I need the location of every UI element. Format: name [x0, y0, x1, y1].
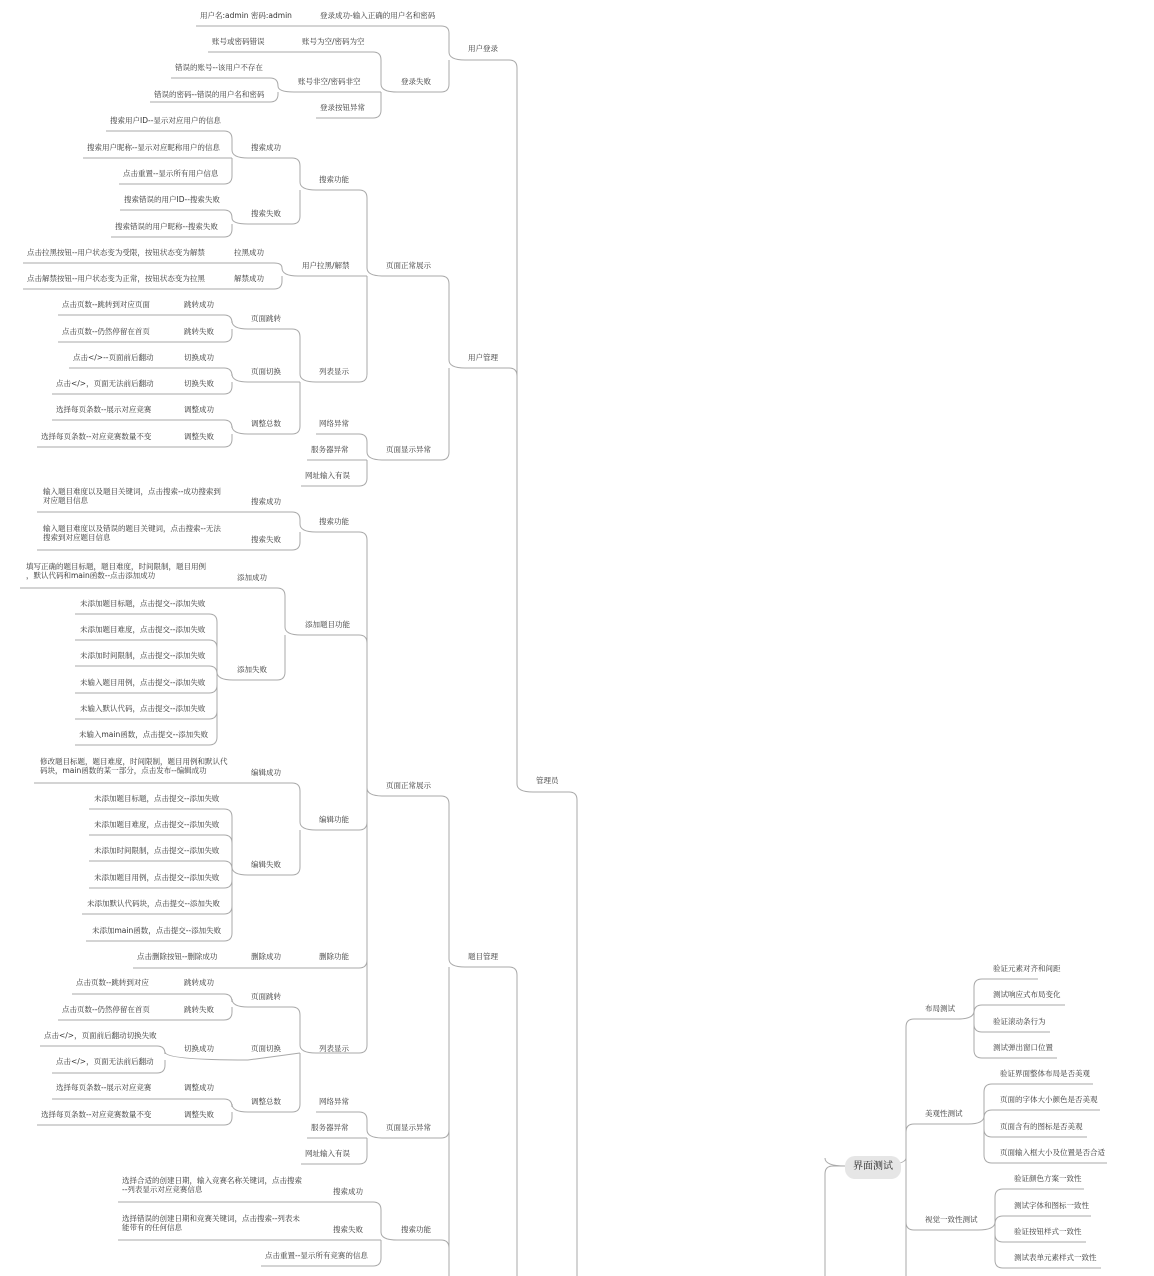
cm-search-node: 搜索功能	[401, 1225, 431, 1234]
ui-consistency-1: 验证颜色方案一致性	[1014, 1174, 1082, 1183]
connector	[825, 1158, 845, 1166]
qm-add-fail-2: 未添加题目难度，点击提交--添加失败	[80, 625, 206, 634]
qm-size-ok-node: 调整成功	[184, 1083, 214, 1092]
qm-normal-node: 页面正常展示	[386, 781, 431, 790]
qm-edit-ok-case: 修改题目标题，题目难度，时间限制，题目用例和默认代 码块，main函数的某一部分，点击发布--编辑成功	[40, 757, 228, 776]
connector	[316, 796, 367, 1053]
qm-size-node: 调整总数	[251, 1097, 281, 1106]
connector	[248, 512, 316, 532]
ui-test-root: 界面测试	[845, 1156, 901, 1179]
qm-url-err: 网址输入有误	[305, 1149, 350, 1158]
login-success-node: 登录成功-输入正确的用户名和密码	[320, 11, 436, 20]
cm-search-ok-node: 搜索成功	[333, 1187, 363, 1196]
qm-add-fail-6: 未输入main函数，点击提交--添加失败	[79, 730, 209, 739]
connector	[316, 796, 367, 830]
qm-add-fail-3: 未添加时间限制，点击提交--添加失败	[80, 651, 206, 660]
qm-add-fail-node: 添加失败	[237, 665, 267, 674]
um-switch-ok-node: 切换成功	[184, 353, 214, 362]
login-empty-node: 账号为空/密码为空	[302, 37, 365, 46]
qm-search-fail-node: 搜索失败	[251, 535, 281, 544]
cm-search-fail-node: 搜索失败	[333, 1225, 363, 1234]
connector	[383, 796, 465, 967]
connector	[248, 1053, 300, 1060]
connector	[465, 368, 517, 376]
qm-add-fail-1: 未添加题目标题，点击提交--添加失败	[80, 599, 206, 608]
ui-consistency-3: 验证按钮样式一致性	[1014, 1227, 1082, 1236]
connector	[533, 792, 577, 1276]
qm-add-ok-case: 填写正确的题目标题，题目难度，时间限制，题目用例 ，默认代码和main函数--点击添加成功	[26, 562, 206, 581]
login-nonempty-node: 账号非空/密码非空	[298, 77, 361, 86]
qm-search-node: 搜索功能	[319, 517, 349, 526]
um-size-fail-case: 选择每页条数--对应竞赛数量不变	[41, 432, 152, 441]
ui-layout-node: 布局测试	[925, 1004, 955, 1013]
qm-add-fail-4: 未输入题目用例，点击提交--添加失败	[80, 678, 206, 687]
qm-jump-ok-case: 点击页数--跳转到对应	[76, 978, 149, 987]
um-search-ok-1: 搜索用户ID--显示对应用户的信息	[110, 116, 221, 125]
ui-aesthetic-1: 验证界面整体布局是否美观	[1000, 1069, 1090, 1078]
um-block-ok-node: 拉黑成功	[234, 248, 264, 257]
qm-jump-ok-node: 跳转成功	[184, 978, 214, 987]
um-switch-node: 页面切换	[251, 367, 281, 376]
question-mgmt-label: 题目管理	[468, 952, 498, 961]
qm-delete-ok-node: 删除成功	[251, 952, 281, 961]
ui-aesthetic-2: 页面的字体大小颜色是否美观	[1000, 1095, 1098, 1104]
qm-size-fail-case: 选择每页条数--对应竞赛数量不变	[41, 1110, 152, 1119]
qm-edit-fail-node: 编辑失败	[251, 860, 281, 869]
connector	[383, 967, 449, 1138]
qm-jump-fail-case: 点击页数--仍然停留在首页	[62, 1005, 150, 1014]
ui-layout-2: 测试响应式布局变化	[993, 990, 1061, 999]
connector	[465, 60, 533, 792]
connector	[89, 809, 248, 875]
um-search-ok-2: 搜索用户昵称--显示对应昵称用户的信息	[87, 143, 220, 152]
um-block-ok-case: 点击拉黑按钮--用户状态变为受限，按钮状态变为解禁	[27, 248, 205, 257]
um-unblock-ok-case: 点击解禁按钮--用户状态变为正常，按钮状态变为拉黑	[27, 274, 205, 283]
qm-edit-fail-5: 未添加默认代码块，点击提交--添加失败	[87, 899, 220, 908]
um-normal-node: 页面正常展示	[386, 261, 431, 270]
qm-edit-fail-3: 未添加时间限制，点击提交--添加失败	[94, 846, 220, 855]
um-jump-fail-case: 点击页数--仍然停留在首页	[62, 327, 150, 336]
qm-switch-ok-node: 切换成功	[184, 1044, 214, 1053]
connector	[866, 1019, 958, 1166]
ui-layout-4: 测试弹出窗口位置	[993, 1043, 1053, 1052]
cm-reset-case: 点击重置--显示所有竞赛的信息	[265, 1251, 368, 1260]
qm-size-fail-node: 调整失败	[184, 1110, 214, 1119]
um-search-ok-node: 搜索成功	[251, 143, 281, 152]
um-jump-fail-node: 跳转失败	[184, 327, 214, 336]
qm-search-ok-case: 输入题目难度以及题目关键词，点击搜索--成功搜索到 对应题目信息	[43, 487, 221, 506]
qm-delete-node: 删除功能	[319, 952, 349, 961]
connector	[383, 276, 465, 368]
ui-consistency-2: 测试字体和图标一致性	[1014, 1201, 1089, 1210]
qm-switch-fail-case: 点击</>，页面无法前后翻动	[56, 1057, 154, 1066]
qm-list-node: 列表显示	[319, 1044, 349, 1053]
login-success-case: 用户名:admin 密码:admin	[200, 11, 292, 20]
um-size-ok-node: 调整成功	[184, 405, 214, 414]
um-search-ok-3: 点击重置--显示所有用户信息	[123, 169, 219, 178]
login-btn-error-node: 登录按钮异常	[320, 103, 365, 112]
ui-layout-3: 验证滚动条行为	[993, 1017, 1046, 1026]
cm-search-fail-case: 选择错误的创建日期和竞赛关键词，点击搜索--列表未 能带有的任何信息	[122, 1214, 300, 1233]
cm-search-ok-case: 选择合适的创建日期，输入竞赛名称关键词，点击搜索 --列表显示对应竞赛信息	[122, 1176, 302, 1195]
qm-search-ok-node: 搜索成功	[251, 497, 281, 506]
qm-jump-node: 页面跳转	[251, 992, 281, 1001]
connector	[316, 532, 383, 796]
um-size-fail-node: 调整失败	[184, 432, 214, 441]
um-jump-ok-node: 跳转成功	[184, 300, 214, 309]
ui-consistency-node: 视觉一致性测试	[925, 1215, 978, 1224]
qm-edit-ok-node: 编辑成功	[251, 768, 281, 777]
login-nonempty-case2: 错误的密码--错误的用户名和密码	[154, 90, 265, 99]
connector	[301, 635, 367, 796]
qm-edit-node: 编辑功能	[319, 815, 349, 824]
um-search-node: 搜索功能	[319, 175, 349, 184]
um-size-node: 调整总数	[251, 419, 281, 428]
um-list-node: 列表显示	[319, 367, 349, 376]
um-size-ok-case: 选择每页条数--展示对应竞赛	[56, 405, 152, 414]
ui-aesthetic-4: 页面输入框大小及位置是否合适	[1000, 1148, 1105, 1157]
qm-edit-fail-1: 未添加题目标题，点击提交--添加失败	[94, 794, 220, 803]
um-switch-fail-node: 切换失败	[184, 379, 214, 388]
um-search-fail-1: 搜索错误的用户ID--搜索失败	[124, 195, 220, 204]
connector	[248, 190, 300, 224]
um-net-err: 网络异常	[319, 419, 349, 428]
um-block-node: 用户拉黑/解禁	[302, 261, 350, 270]
connector	[75, 614, 233, 680]
um-url-err: 网址输入有误	[305, 471, 350, 480]
qm-net-err: 网络异常	[319, 1097, 349, 1106]
login-fail-node: 登录失败	[401, 77, 431, 86]
qm-delete-ok-case: 点击删除按钮--删除成功	[137, 952, 218, 961]
um-abnormal-node: 页面显示异常	[386, 445, 431, 454]
connector	[397, 60, 449, 92]
um-jump-ok-case: 点击页数--跳转到对应页面	[62, 300, 150, 309]
um-switch-ok-case: 点击</>--页面前后翻动	[73, 353, 154, 362]
um-jump-node: 页面跳转	[251, 314, 281, 323]
connector	[233, 588, 301, 635]
qm-add-node: 添加题目功能	[305, 620, 350, 629]
qm-search-fail-case: 输入题目难度以及错误的题目关键词，点击搜索--无法 搜索到对应题目信息	[43, 524, 221, 543]
qm-add-ok-node: 添加成功	[237, 573, 267, 582]
connector	[248, 783, 316, 830]
user-mgmt-label: 用户管理	[468, 353, 498, 362]
connector	[248, 158, 316, 190]
qm-abnormal-node: 页面显示异常	[386, 1123, 431, 1132]
qm-edit-fail-2: 未添加题目难度，点击提交--添加失败	[94, 820, 220, 829]
admin-branch-label: 管理员	[536, 776, 559, 785]
ui-layout-1: 验证元素对齐和间距	[993, 964, 1061, 973]
connector	[825, 1166, 845, 1276]
ui-aesthetic-node: 美观性测试	[925, 1109, 963, 1118]
um-unblock-ok-node: 解禁成功	[234, 274, 264, 283]
login-nonempty-case1: 错误的账号--该用户不存在	[175, 63, 263, 72]
um-search-fail-2: 搜索错误的用户昵称--搜索失败	[115, 222, 218, 231]
um-server-err: 服务器异常	[311, 445, 349, 454]
qm-switch-node: 页面切换	[251, 1044, 281, 1053]
connector	[397, 1240, 449, 1276]
connector	[465, 967, 517, 1276]
qm-edit-fail-4: 未添加题目用例，点击提交--添加失败	[94, 873, 220, 882]
ui-consistency-4: 测试表单元素样式一致性	[1014, 1253, 1097, 1262]
qm-edit-fail-6: 未添加main函数，点击提交--添加失败	[92, 926, 222, 935]
ui-aesthetic-3: 页面含有的图标是否美观	[1000, 1122, 1083, 1131]
um-switch-fail-case: 点击</>，页面无法前后翻动	[56, 379, 154, 388]
um-search-fail-node: 搜索失败	[251, 209, 281, 218]
login-empty-case: 账号或密码错误	[212, 37, 265, 46]
qm-switch-ok-case: 点击</>，页面前后翻动切换失败	[44, 1031, 157, 1040]
user-login-label: 用户登录	[468, 44, 498, 53]
connector	[906, 1124, 968, 1166]
qm-size-ok-case: 选择每页条数--展示对应竞赛	[56, 1083, 152, 1092]
qm-server-err: 服务器异常	[311, 1123, 349, 1132]
qm-add-fail-5: 未输入默认代码，点击提交--添加失败	[80, 704, 206, 713]
qm-jump-fail-node: 跳转失败	[184, 1005, 214, 1014]
